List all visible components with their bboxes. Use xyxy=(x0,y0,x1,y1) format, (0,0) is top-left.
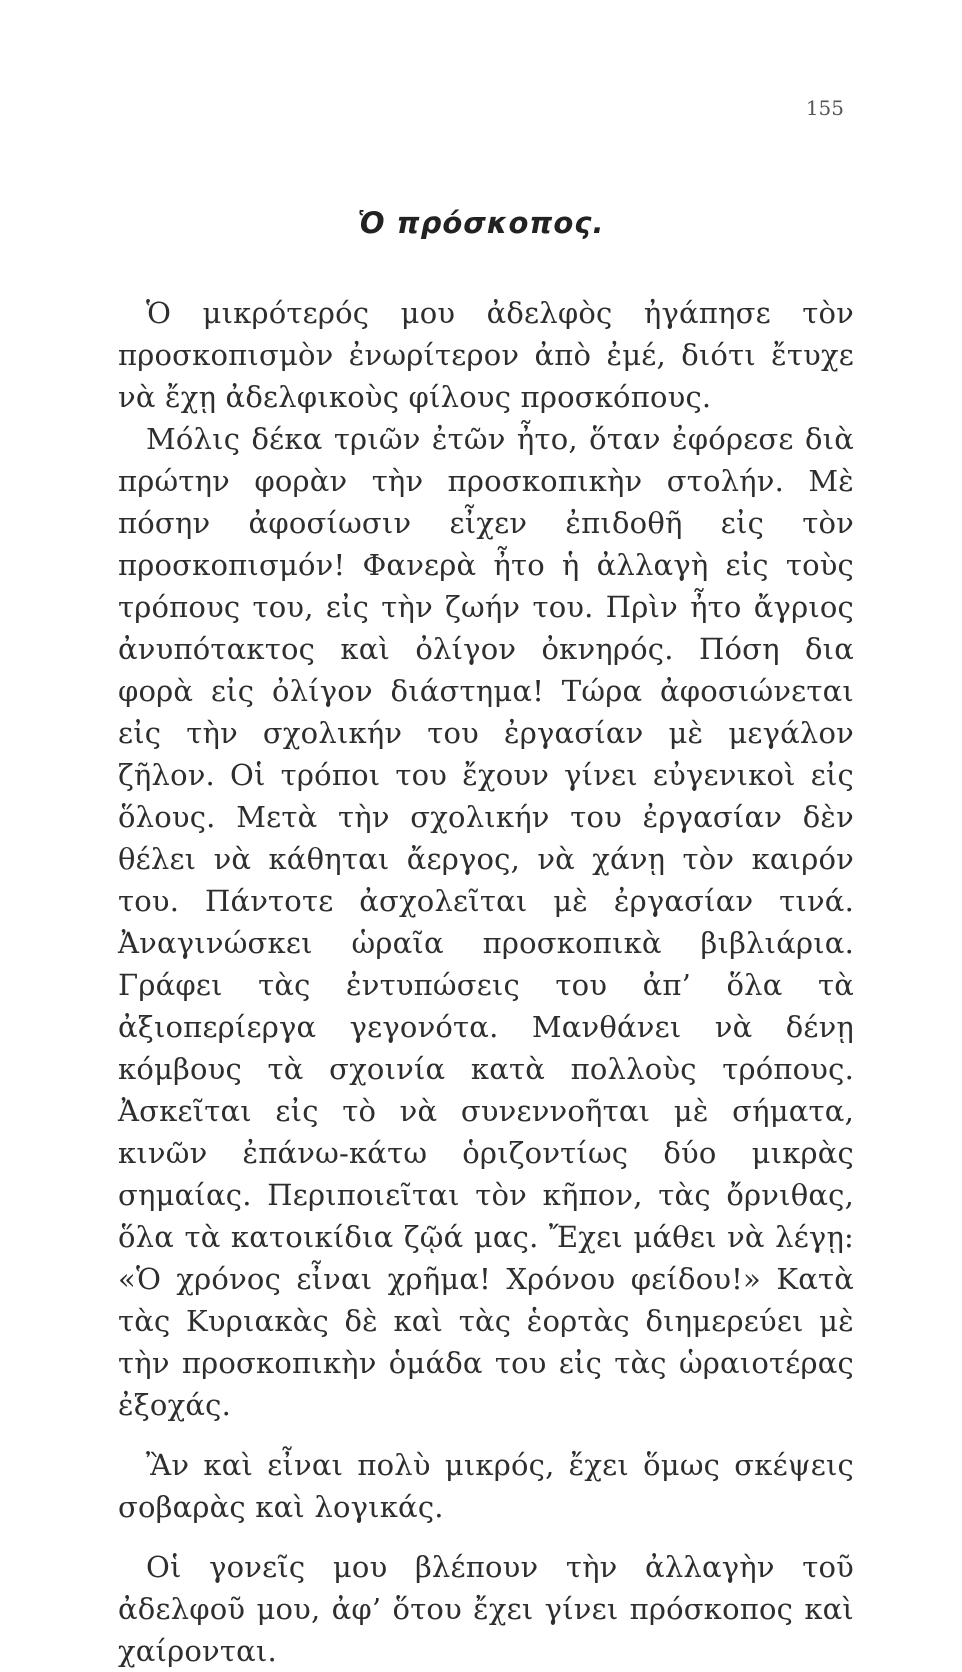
paragraph-4: Οἱ γονεῖς μου βλέπουν τὴν ἀλλαγὴν τοῦ ἀδελφοῦ μου, ἀφ’ ὅτου ἔχει γίνει πρόσκοπος καὶ χαίρονται. xyxy=(118,1550,854,1668)
paragraph-1: Ὁ μικρότερός μου ἀδελφὸς ἠγάπησε τὸν προσκοπισμὸν ἐνωρίτερον ἀπὸ ἐμέ, διότι ἔτυχε νὰ ἔχῃ ἀδελφικοὺς φίλους προσκόπους. xyxy=(118,296,854,414)
body-text xyxy=(118,292,854,1672)
page-number: 155 xyxy=(805,96,844,120)
paragraph-2: Μόλις δέκα τριῶν ἐτῶν ἦτο, ὅταν ἐφόρεσε διὰ πρώτην φορὰν τὴν προσκοπικὴν στολήν. Μὲ πόσην ἀφοσίωσιν εἶχεν ἐπιδοθῆ εἰς τὸν προσκοπισμόν! Φανερὰ ἦτο ἡ ἀλλαγὴ εἰς τοὺς τρόπους του, εἰς τὴν ζωήν του. Πρὶν ἦτο ἄγριος ἀνυπότακτος καὶ ὀλίγον ὀκνηρός. Πόση δια φορὰ εἰς ὀλίγον διάστημα! Τώρα ἀφοσιώνεται εἰς τὴν σχολικήν του ἐργασίαν μὲ μεγάλον ζῆλον. Οἱ τρόποι του ἔχουν γίνει εὐγενικοὶ εἰς ὅλους. Μετὰ τὴν σχολικήν του ἐργασίαν δὲν θέλει νὰ κάθηται ἄεργος, νὰ χάνῃ τὸν καιρόν του. Πάντοτε ἀσχολεῖται μὲ ἐργασίαν τινά. Ἀναγινώσκει ὡραῖα προσκοπικὰ βιβλιάρια. Γράφει τὰς ἐντυπώσεις του ἀπ’ ὅλα τὰ ἀξιοπερίεργα γεγονότα. Μανθάνει νὰ δένῃ κόμβους τὰ σχοινία κατὰ πολλοὺς τρόπους. Ἀσκεῖται εἰς τὸ νὰ συνεννοῆται μὲ σήματα, κινῶν ἐπάνω-κάτω ὁριζοντίως δύο μικρὰς σημαίας. Περιποιεῖται τὸν κῆπον, τὰς ὄρνιθας, ὅλα τὰ κατοικίδια ζῷά μας. Ἔχει μάθει νὰ λέγῃ: «Ὁ χρόνος εἶναι χρῆμα! Χρόνου φείδου!» Κατὰ τὰς Κυριακὰς δὲ καὶ τὰς ἑορτὰς διημερεύει μὲ τὴν προσκοπικὴν ὁμάδα του εἰς τὰς ὡραιοτέρας ἐξοχάς. xyxy=(118,422,854,1422)
paragraph-3: Ἂν καὶ εἶναι πολὺ μικρός, ἔχει ὅμως σκέψεις σοβαρὰς καὶ λογικάς. xyxy=(118,1448,854,1524)
chapter-title: Ὁ πρόσκοπος. xyxy=(357,206,605,240)
